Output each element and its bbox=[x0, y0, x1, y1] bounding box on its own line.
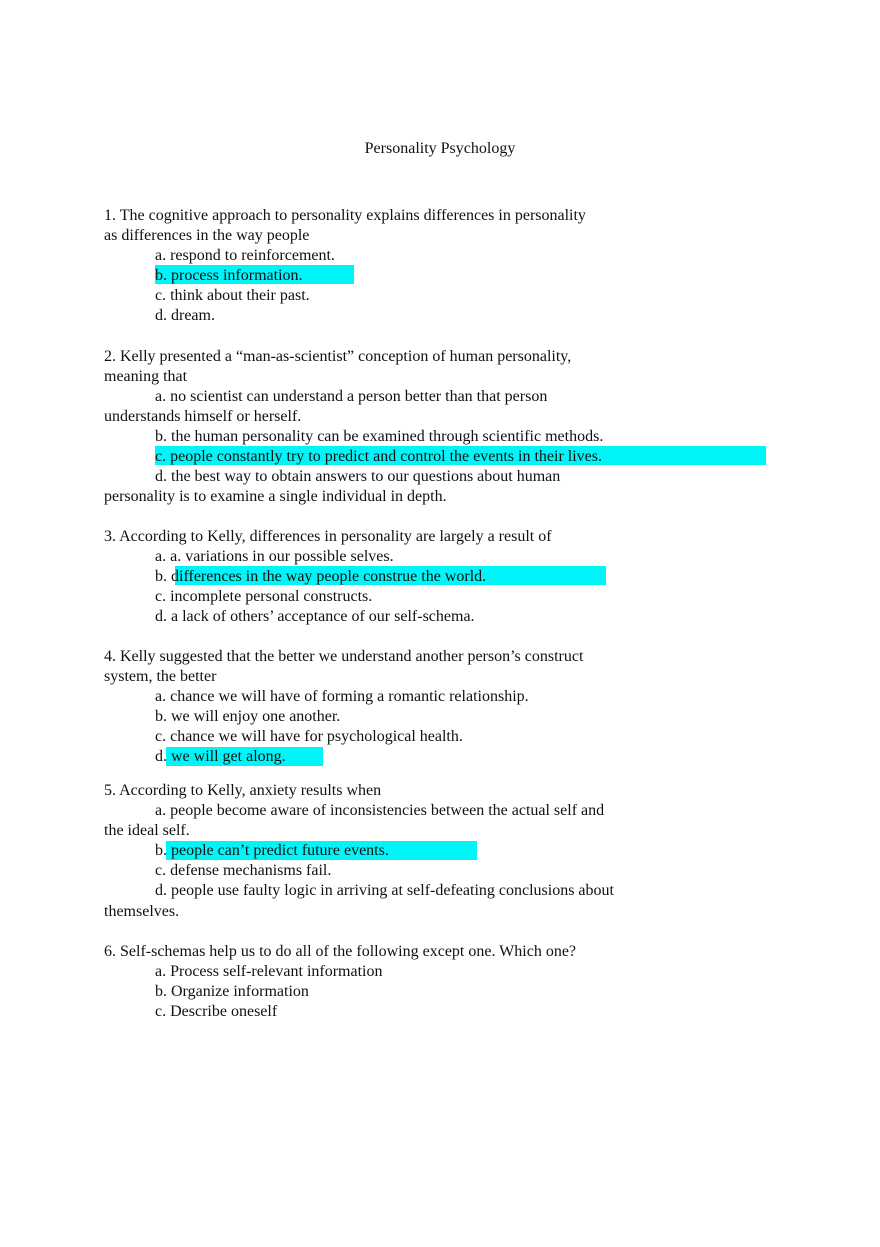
question-4-stem-line-1: 4. Kelly suggested that the better we understand another person’s construct bbox=[104, 648, 584, 665]
question-5-option-b: b. people can’t predict future events. bbox=[155, 842, 389, 859]
question-4-option-c: c. chance we will have for psychological health. bbox=[155, 728, 463, 745]
question-5-option-a: a. people become aware of inconsistencies between the actual self and bbox=[155, 802, 605, 819]
question-6-option-c: c. Describe oneself bbox=[155, 1003, 278, 1020]
question-3-option-a: a. a. variations in our possible selves. bbox=[155, 548, 394, 565]
question-3-option-d: d. a lack of others’ acceptance of our self-schema. bbox=[155, 608, 475, 625]
question-2-stem-line-2: meaning that bbox=[104, 368, 188, 385]
question-4-option-a: a. chance we will have of forming a romantic relationship. bbox=[155, 688, 529, 705]
question-3-stem-line-1: 3. According to Kelly, differences in personality are largely a result of bbox=[104, 528, 552, 545]
question-5-option-c: c. defense mechanisms fail. bbox=[155, 862, 332, 879]
question-2-option-d: d. the best way to obtain answers to our questions about human bbox=[155, 468, 561, 485]
question-6-stem-line-1: 6. Self-schemas help us to do all of the following except one. Which one? bbox=[104, 943, 577, 960]
page-title: Personality Psychology bbox=[364, 140, 516, 157]
question-5-stem-line-1: 5. According to Kelly, anxiety results when bbox=[104, 782, 382, 799]
question-1-option-d: d. dream. bbox=[155, 307, 215, 324]
question-1-option-b: b. process information. bbox=[155, 267, 303, 284]
question-4-option-d: d. we will get along. bbox=[155, 748, 286, 765]
question-3-option-c: c. incomplete personal constructs. bbox=[155, 588, 373, 605]
question-2-option-d-cont: personality is to examine a single individual in depth. bbox=[104, 488, 447, 505]
question-2-option-a-cont: understands himself or herself. bbox=[104, 408, 302, 425]
question-2-option-a: a. no scientist can understand a person better than that person bbox=[155, 388, 548, 405]
question-2-stem-line-1: 2. Kelly presented a “man-as-scientist” conception of human personality, bbox=[104, 348, 572, 365]
question-5-option-a-cont: the ideal self. bbox=[104, 822, 190, 839]
question-1-option-c: c. think about their past. bbox=[155, 287, 310, 304]
question-5-option-d-cont: themselves. bbox=[104, 903, 180, 920]
question-6-option-b: b. Organize information bbox=[155, 983, 309, 1000]
question-3-option-b: b. differences in the way people construe the world. bbox=[155, 568, 487, 585]
question-2-option-c: c. people constantly try to predict and control the events in their lives. bbox=[155, 448, 602, 465]
question-6-option-a: a. Process self-relevant information bbox=[155, 963, 383, 980]
question-1-option-a: a. respond to reinforcement. bbox=[155, 247, 335, 264]
question-4-option-b: b. we will enjoy one another. bbox=[155, 708, 341, 725]
question-5-option-d: d. people use faulty logic in arriving at self-defeating conclusions about bbox=[155, 882, 614, 899]
question-1-stem-line-2: as differences in the way people bbox=[104, 227, 310, 244]
question-2-option-b: b. the human personality can be examined through scientific methods. bbox=[155, 428, 604, 445]
question-1-stem-line-1: 1. The cognitive approach to personality explains differences in personality bbox=[104, 207, 586, 224]
question-4-stem-line-2: system, the better bbox=[104, 668, 217, 685]
